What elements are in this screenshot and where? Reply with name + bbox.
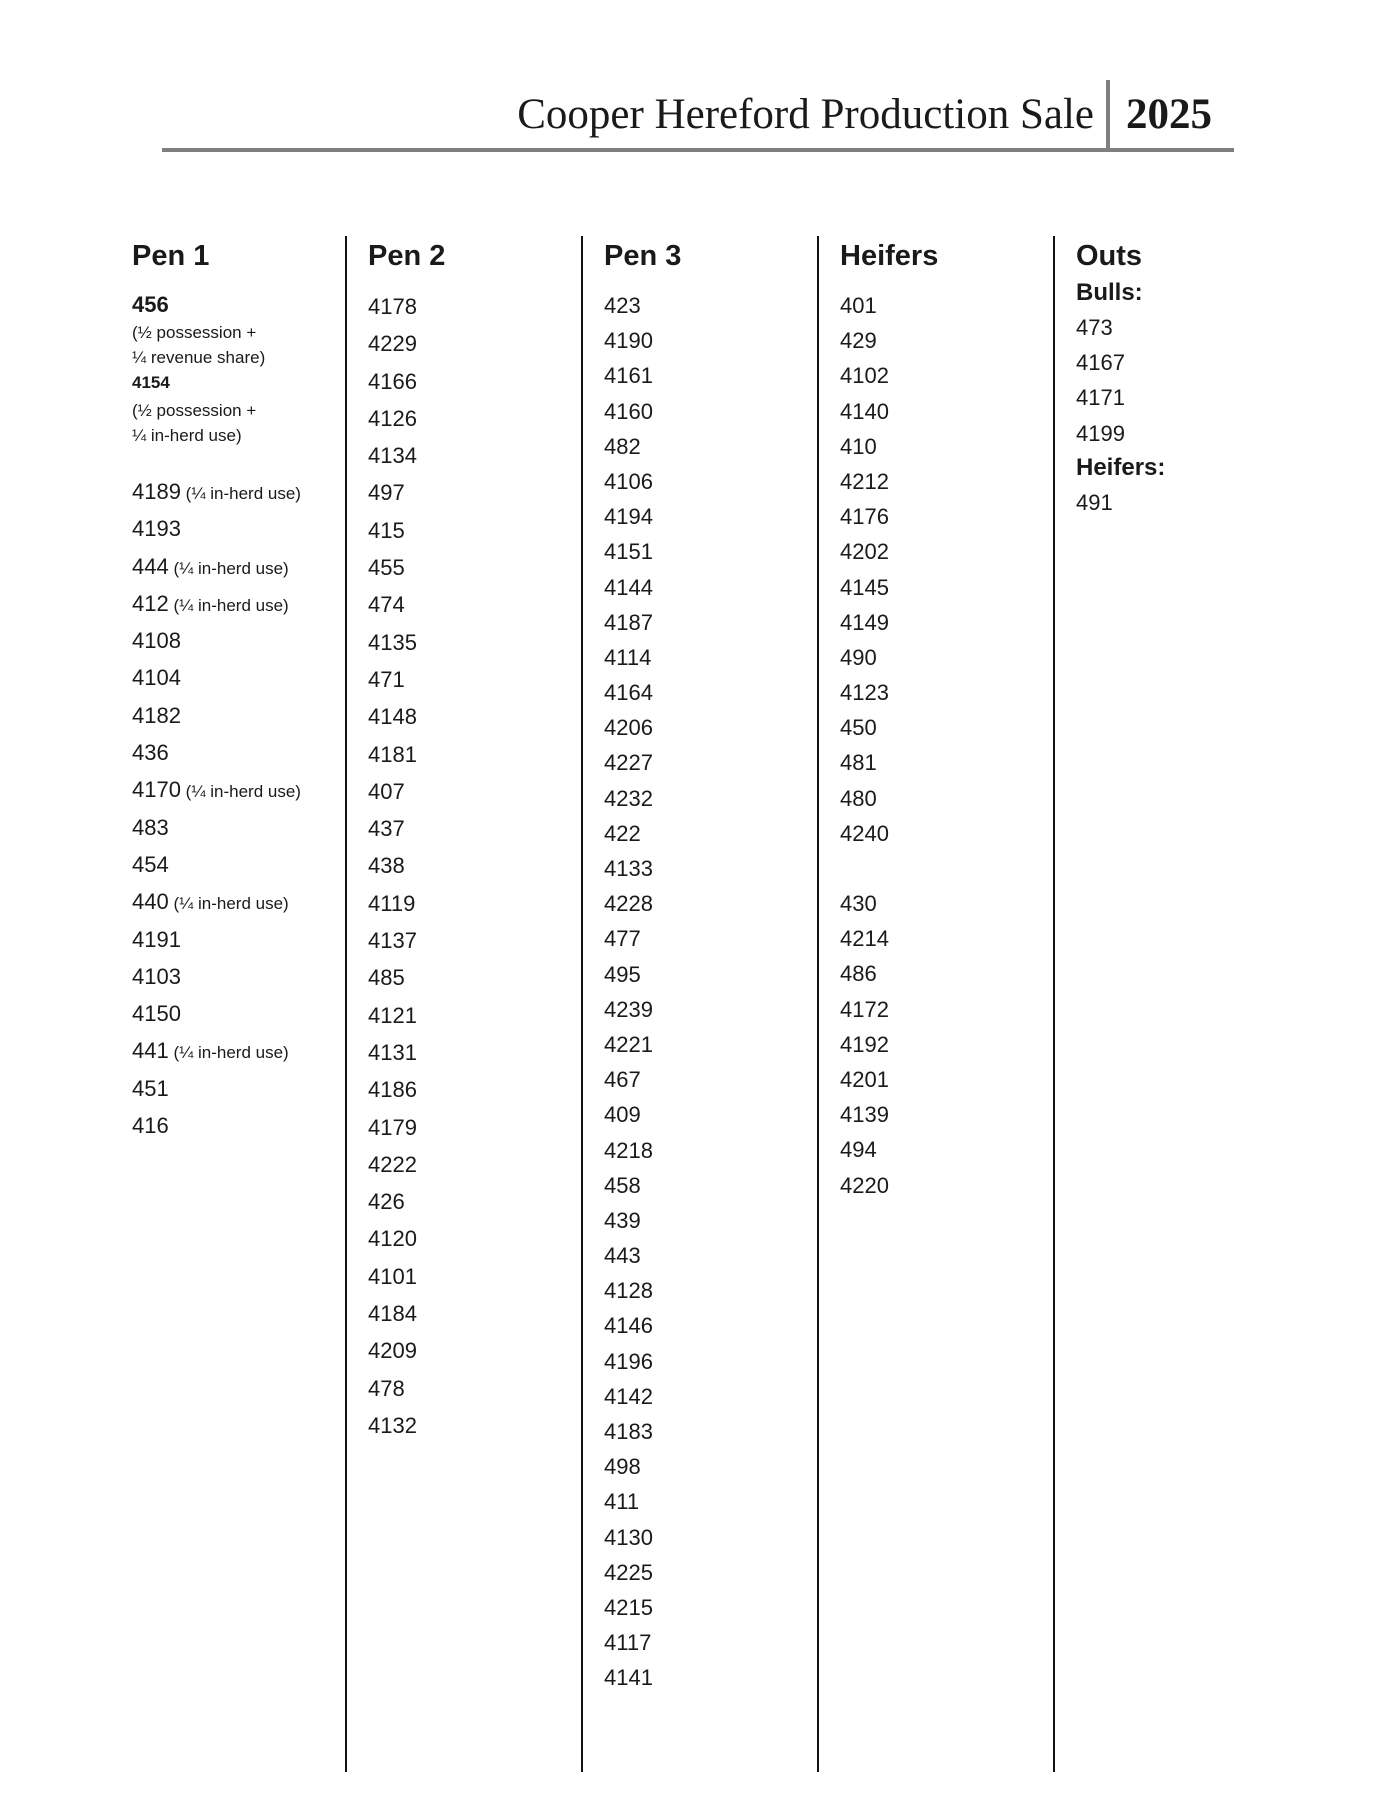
heifer-lot: 494 bbox=[840, 1137, 877, 1163]
lot-number: 444 bbox=[132, 553, 169, 579]
pen2-lot: 4181 bbox=[368, 741, 417, 767]
pen1-lot bbox=[132, 958, 301, 995]
lot-number: 4182 bbox=[132, 702, 181, 728]
lot-number: 441 bbox=[132, 1038, 169, 1064]
pen1-lot bbox=[132, 771, 301, 808]
lot-number: 4170 bbox=[132, 777, 181, 803]
pen3-lot: 4151 bbox=[604, 539, 653, 565]
heifer-lot: 4149 bbox=[840, 609, 889, 635]
sale-year: 2025 bbox=[1126, 91, 1212, 138]
pen2-lot: 437 bbox=[368, 816, 405, 842]
pen3-lot: 4144 bbox=[604, 574, 653, 600]
pen3-lot: 4228 bbox=[604, 891, 653, 917]
heifer-lot: 4192 bbox=[840, 1031, 889, 1057]
pen1-lot bbox=[132, 473, 301, 510]
outs-bull-lot: 4199 bbox=[1076, 420, 1125, 446]
pen2-lot: 4132 bbox=[368, 1412, 417, 1438]
heifer-lot: 4102 bbox=[840, 363, 889, 389]
heifer-lot: 481 bbox=[840, 750, 877, 776]
pen2-lot: 4134 bbox=[368, 443, 417, 469]
lot-note: (¼ in-herd use) bbox=[168, 558, 289, 578]
pen3-lot: 477 bbox=[604, 926, 641, 952]
heifer-lot: 4202 bbox=[840, 539, 889, 565]
pen3-lot: 4196 bbox=[604, 1348, 653, 1374]
pen2-lot: 4209 bbox=[368, 1338, 417, 1364]
heifers-lot-list bbox=[840, 886, 938, 1203]
lot-note: (¼ in-herd use) bbox=[168, 894, 289, 914]
pen2-lot: 4121 bbox=[368, 1002, 417, 1028]
pen1-lead-note: ¼ in-herd use) bbox=[132, 426, 242, 445]
lot-number: 440 bbox=[132, 889, 169, 915]
pen2-lot: 4229 bbox=[368, 331, 417, 357]
lot-number: 483 bbox=[132, 814, 169, 840]
pen3-lot: 4114 bbox=[604, 644, 652, 670]
page-title: Cooper Hereford Production Sale bbox=[517, 91, 1094, 138]
pen3-lot: 467 bbox=[604, 1067, 641, 1093]
lot-number: 4103 bbox=[132, 963, 181, 989]
pen3-lot: 423 bbox=[604, 293, 641, 318]
pen3-lot: 4206 bbox=[604, 715, 653, 741]
pen3-lot: 498 bbox=[604, 1454, 641, 1480]
pen3-lot: 4141 bbox=[604, 1665, 653, 1691]
heifers-lot-list bbox=[840, 288, 938, 851]
heifer-lot: 4123 bbox=[840, 680, 889, 706]
heifer-lot: 4240 bbox=[840, 820, 889, 846]
pen1-lot bbox=[132, 1070, 301, 1107]
pen2-lot: 4178 bbox=[368, 294, 417, 319]
pen1-lead-lot: 4154 bbox=[132, 373, 170, 392]
column-divider bbox=[1053, 236, 1055, 1772]
pen2-lot: 4135 bbox=[368, 629, 417, 655]
lot-number: 4150 bbox=[132, 1001, 181, 1027]
lot-number: 4193 bbox=[132, 516, 181, 542]
heifer-lot: 429 bbox=[840, 328, 877, 354]
pen1-lot bbox=[132, 622, 301, 659]
pen3-lot: 4225 bbox=[604, 1559, 653, 1585]
pen3-lot: 495 bbox=[604, 961, 641, 987]
page-header bbox=[162, 78, 1234, 152]
pen1-lot bbox=[132, 1107, 301, 1144]
pen2-lot: 4179 bbox=[368, 1114, 417, 1140]
pen2-lot: 485 bbox=[368, 965, 405, 991]
pen1-lot bbox=[132, 697, 301, 734]
pen3-lot: 409 bbox=[604, 1102, 641, 1128]
heifer-lot: 4176 bbox=[840, 504, 889, 530]
pen3-lot: 4218 bbox=[604, 1137, 653, 1163]
heifers-column bbox=[840, 236, 938, 1203]
pen3-lot: 4194 bbox=[604, 504, 653, 530]
pen3-lot: 4117 bbox=[604, 1630, 652, 1656]
pen3-lot: 411 bbox=[604, 1489, 640, 1515]
pen3-lot: 4130 bbox=[604, 1524, 653, 1550]
lot-number: 4108 bbox=[132, 628, 181, 654]
lot-number: 416 bbox=[132, 1113, 169, 1139]
pen3-column bbox=[604, 236, 681, 1696]
outs-heifers-label: Heifers: bbox=[1076, 453, 1166, 481]
heifer-lot: 401 bbox=[840, 293, 877, 318]
heifer-lot: 4212 bbox=[840, 468, 889, 494]
column-divider bbox=[345, 236, 347, 1772]
pen1-lot bbox=[132, 1032, 301, 1069]
column-divider bbox=[817, 236, 819, 1772]
pen3-lot: 4187 bbox=[604, 609, 653, 635]
outs-bulls-label: Bulls: bbox=[1076, 279, 1143, 306]
pen1-lot bbox=[132, 659, 301, 696]
pen2-lot: 438 bbox=[368, 853, 405, 879]
heifer-lot: 4172 bbox=[840, 996, 889, 1022]
pen1-lot bbox=[132, 995, 301, 1032]
pen2-lot: 4126 bbox=[368, 405, 417, 431]
heifer-lot: 4145 bbox=[840, 574, 889, 600]
pen2-lot: 478 bbox=[368, 1375, 405, 1401]
heifer-lot: 450 bbox=[840, 715, 877, 741]
pen3-lot: 443 bbox=[604, 1243, 641, 1269]
heifer-lot: 4201 bbox=[840, 1066, 889, 1092]
outs-bull-lot: 473 bbox=[1076, 315, 1113, 340]
heifer-lot: 4214 bbox=[840, 926, 889, 952]
outs-bull-lot: 4171 bbox=[1076, 385, 1125, 411]
heifer-lot: 480 bbox=[840, 785, 877, 811]
outs-column bbox=[1076, 236, 1165, 520]
heifer-lot: 486 bbox=[840, 961, 877, 987]
pen2-lot: 4101 bbox=[368, 1263, 417, 1289]
pen3-lot: 4190 bbox=[604, 328, 653, 354]
pen3-heading: Pen 3 bbox=[604, 240, 682, 272]
pen2-lot: 4131 bbox=[368, 1039, 417, 1065]
heifer-lot: 490 bbox=[840, 644, 877, 670]
pen2-lot: 407 bbox=[368, 778, 405, 804]
pen1-lead-note: (½ possession + bbox=[132, 401, 257, 420]
lot-note: (¼ in-herd use) bbox=[168, 1043, 289, 1063]
pen3-lot: 4142 bbox=[604, 1383, 653, 1409]
pen3-lot: 422 bbox=[604, 820, 641, 846]
pen2-lot: 4186 bbox=[368, 1077, 417, 1103]
pen2-lot: 455 bbox=[368, 555, 405, 581]
header-divider bbox=[1106, 80, 1110, 148]
pen2-lot-list bbox=[368, 288, 445, 1444]
lot-number: 4104 bbox=[132, 665, 181, 691]
pen2-column bbox=[368, 236, 445, 1444]
pen2-lot: 474 bbox=[368, 592, 405, 618]
pen3-lot: 458 bbox=[604, 1172, 641, 1198]
pen1-column bbox=[132, 236, 301, 1144]
pen2-lot: 4137 bbox=[368, 928, 417, 954]
pen1-lot bbox=[132, 846, 301, 883]
pen1-lead-lot: 456 bbox=[132, 292, 169, 317]
lot-number: 4189 bbox=[132, 479, 181, 504]
pen1-lot bbox=[132, 734, 301, 771]
lot-note: (¼ in-herd use) bbox=[168, 595, 289, 615]
pen3-lot: 4215 bbox=[604, 1594, 653, 1620]
pen3-lot: 4128 bbox=[604, 1278, 653, 1304]
lot-number: 454 bbox=[132, 851, 169, 877]
pen2-lot: 426 bbox=[368, 1189, 405, 1215]
pen2-lot: 497 bbox=[368, 480, 405, 506]
outs-heifer-lot: 491 bbox=[1076, 489, 1113, 515]
pen3-lot: 4161 bbox=[604, 363, 653, 389]
lot-number: 4191 bbox=[132, 926, 181, 952]
pen2-lot: 4166 bbox=[368, 368, 417, 394]
heifers-heading: Heifers bbox=[840, 240, 939, 272]
pen2-lot: 4148 bbox=[368, 704, 417, 730]
outs-heifers-list bbox=[1076, 485, 1165, 520]
lot-note: (¼ in-herd use) bbox=[180, 782, 301, 802]
pen1-lead-note: (½ possession + bbox=[132, 323, 257, 342]
pen3-lot: 4227 bbox=[604, 750, 653, 776]
pen1-lot-list bbox=[132, 473, 301, 1144]
heifer-lot: 430 bbox=[840, 891, 877, 916]
pen3-lot: 4146 bbox=[604, 1313, 653, 1339]
pen1-lot bbox=[132, 548, 301, 585]
pen3-lot: 439 bbox=[604, 1207, 641, 1233]
heifer-lot: 4220 bbox=[840, 1172, 889, 1198]
pen3-lot: 4232 bbox=[604, 785, 653, 811]
pen2-heading: Pen 2 bbox=[368, 240, 446, 272]
pen3-lot: 482 bbox=[604, 433, 641, 459]
outs-bulls-list bbox=[1076, 310, 1165, 451]
pen3-lot: 4221 bbox=[604, 1031, 653, 1057]
pen2-lot: 471 bbox=[368, 666, 405, 692]
pen1-lot bbox=[132, 921, 301, 958]
pen2-lot: 4222 bbox=[368, 1151, 417, 1177]
heifer-lot: 4139 bbox=[840, 1102, 889, 1128]
pen1-heading: Pen 1 bbox=[132, 240, 210, 272]
outs-heading: Outs bbox=[1076, 240, 1143, 272]
lot-number: 451 bbox=[132, 1075, 169, 1101]
pen1-lot bbox=[132, 510, 301, 547]
pen3-lot-list bbox=[604, 288, 681, 1696]
pen2-lot: 415 bbox=[368, 517, 405, 543]
lot-number: 412 bbox=[132, 590, 169, 616]
pen1-lead-note: ¼ revenue share) bbox=[132, 348, 266, 367]
heifer-lot: 4140 bbox=[840, 398, 889, 424]
lot-note: (¼ in-herd use) bbox=[180, 484, 301, 503]
pen3-lot: 4160 bbox=[604, 398, 653, 424]
pen3-lot: 4133 bbox=[604, 856, 653, 881]
pen2-lot: 4120 bbox=[368, 1226, 417, 1252]
pen1-lot bbox=[132, 585, 301, 622]
pen3-lot: 4239 bbox=[604, 996, 653, 1022]
pen2-lot: 4119 bbox=[368, 890, 416, 916]
lot-number: 436 bbox=[132, 740, 169, 766]
pen3-lot: 4106 bbox=[604, 468, 653, 494]
pen1-lot bbox=[132, 809, 301, 846]
pen3-lot: 4164 bbox=[604, 680, 653, 706]
column-divider bbox=[581, 236, 583, 1772]
pen1-lot bbox=[132, 883, 301, 920]
outs-bull-lot: 4167 bbox=[1076, 350, 1125, 376]
pen2-lot: 4184 bbox=[368, 1301, 417, 1327]
heifer-lot: 410 bbox=[840, 433, 877, 459]
pen3-lot: 4183 bbox=[604, 1419, 653, 1444]
